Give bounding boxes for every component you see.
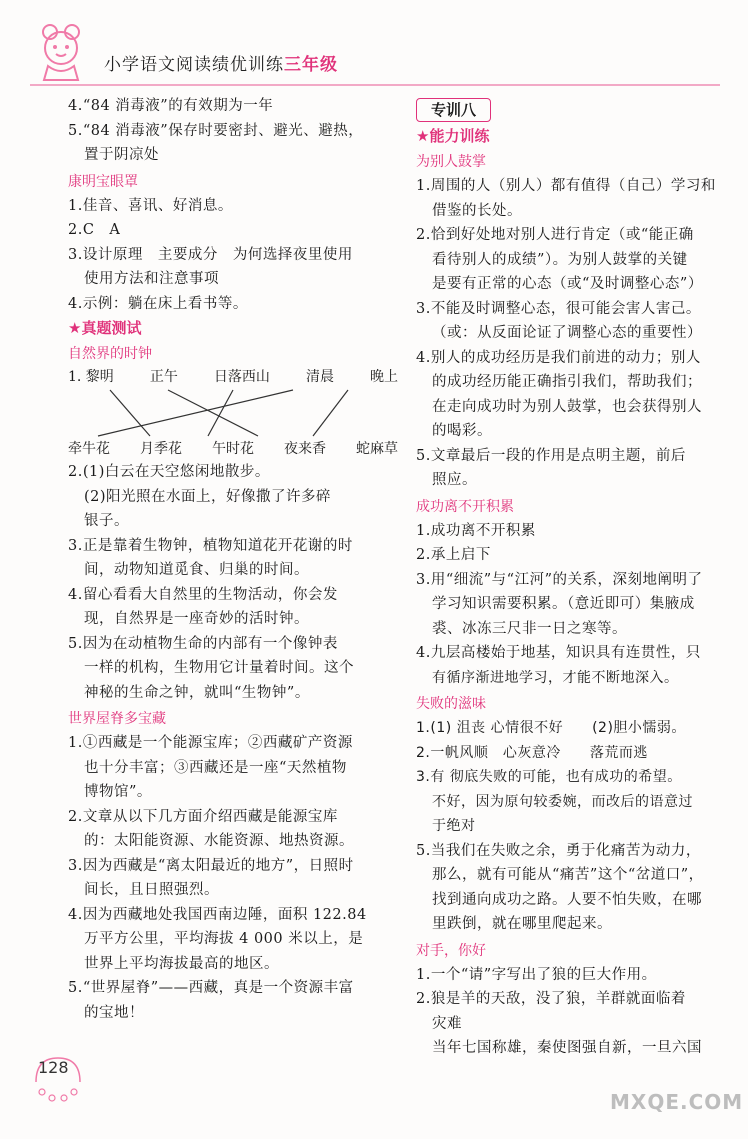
answer-line: 4.留心看看大自然里的生物活动，你会发 (68, 586, 338, 603)
match-item: 夜来香 (284, 441, 326, 457)
right-column (416, 94, 730, 1061)
answer-line: 一样的机构，生物用它计量着时间。这个 (84, 660, 354, 676)
section-title-hello-rival: 对手，你好 (416, 942, 486, 959)
section-title-real-test: ★真题测试 (68, 319, 142, 337)
grade-label: 三年级 (284, 55, 338, 75)
answer-line: 现，自然界是一座奇妙的活时钟。 (84, 611, 309, 627)
answer-line: 1.一个“请”字写出了狼的巨大作用。 (416, 966, 657, 983)
answer-line: 在走向成功时为别人鼓掌，也会获得别人 (432, 398, 702, 415)
answer-line: 3.用“细流”与“江河”的关系，深刻地阐明了 (416, 571, 703, 588)
answer-line: 2.承上启下 (416, 547, 491, 563)
matching-lines (68, 388, 368, 438)
match-item: 1. 黎明 (68, 369, 114, 385)
answer-line: 世界上平均海拔最高的地区。 (84, 955, 279, 972)
answer-line: 1.佳音、喜讯、好消息。 (68, 197, 233, 214)
answer-line: 3.因为西藏是“离太阳最近的地方”，日照时 (68, 857, 354, 874)
section-title-nature-clock: 自然界的时钟 (68, 346, 152, 362)
match-item: 牵牛花 (68, 441, 110, 457)
page-number: 128 (38, 1058, 69, 1077)
answer-line: 的成功经历能正确指引我们，帮助我们； (432, 374, 702, 390)
cartoon-girl-logo (30, 22, 92, 82)
section-title-eye-mask: 康明宝眼罩 (68, 173, 138, 190)
answer-line: 1.①西藏是一个能源宝库；②西藏矿产资源 (68, 735, 353, 751)
match-item: 月季花 (140, 441, 182, 457)
answer-line: 当年七国称雄，秦使图强自新，一旦六国 (432, 1040, 702, 1056)
answer-line: 4.示例：躺在床上看书等。 (68, 295, 248, 312)
answer-line: 找到通向成功之路。人要不怕失败，在哪 (432, 891, 702, 908)
answer-line: 4.九层高楼始于地基，知识具有连贯性，只 (416, 645, 701, 661)
left-column (68, 94, 398, 1025)
answer-line: 不好，因为原句较委婉，而改后的语意过 (432, 793, 693, 810)
answer-line: 灾难 (432, 1015, 462, 1032)
match-item: 日落西山 (213, 369, 270, 385)
answer-line: 1.(1) 沮丧 心情很不好 (2)胆小懦弱。 (416, 720, 686, 736)
answer-line: (2)阳光照在水面上，好像撒了许多碎 (84, 488, 332, 505)
answer-line: 博物馆”。 (84, 784, 152, 800)
section-title-ability-training: ★能力训练 (416, 127, 490, 145)
answer-line: 万平方公里，平均海拔 4 000 米以上，是 (84, 931, 364, 947)
answer-line: 2.狼是羊的天敌，没了狼，羊群就面临着 (416, 991, 686, 1007)
answer-line: 5.当我们在失败之余，勇于化痛苦为动力， (416, 842, 701, 859)
answer-line: 间长，且日照强烈。 (84, 882, 219, 898)
answer-line: 借鉴的长处。 (432, 202, 522, 219)
answer-line: 那么，就有可能从“痛苦”这个“岔道口”， (432, 867, 704, 883)
match-item: 午时花 (212, 441, 254, 457)
section-title-taste-of-failure: 失败的滋味 (416, 696, 486, 712)
answer-line: 5.“世界屋脊”——西藏，真是一个资源丰富 (68, 980, 354, 996)
match-item: 晚上 (370, 369, 398, 385)
matching-bottom-row (68, 438, 398, 460)
answer-line: 1.成功离不开积累 (416, 522, 536, 539)
answer-line: 2.(1)白云在天空悠闲地散步。 (68, 464, 270, 480)
answer-line: 间，动物知道觅食、归巢的时间。 (84, 562, 309, 578)
answer-line: 银子。 (84, 513, 129, 529)
page-number-badge (28, 1052, 88, 1112)
page-header (0, 0, 748, 92)
answer-line: 1.周围的人（别人）都有值得（自己）学习和 (416, 178, 716, 194)
answer-line: 于绝对 (432, 818, 476, 834)
answer-line: 裘、冰冻三尺非一日之寒等。 (432, 620, 627, 637)
answer-line: 5.因为在动植物生命的内部有一个像钟表 (68, 635, 338, 652)
answer-line: 3.不能及时调整心态，很可能会害人害己。 (416, 300, 701, 317)
answer-line: 的喝彩。 (432, 423, 492, 439)
unit-label: 专训八 (416, 98, 491, 122)
answer-line: 4.“84 消毒液”的有效期为一年 (68, 98, 274, 114)
answer-line: 也十分丰富；③西藏还是一座“天然植物 (84, 759, 347, 776)
answer-line: 神秘的生命之钟，就叫“生物钟”。 (84, 684, 310, 701)
section-title-accumulation: 成功离不开积累 (416, 498, 514, 515)
match-item: 清晨 (305, 369, 334, 385)
section-title-tibet: 世界屋脊多宝藏 (68, 711, 166, 727)
matching-top-row (68, 366, 398, 388)
answer-line: 3.正是靠着生物钟，植物知道花开花谢的时 (68, 537, 353, 554)
answer-line: 看待别人的成绩”）。为别人鼓掌的关键 (432, 251, 688, 268)
answer-line: 3.设计原理 主要成分 为何选择夜里使用 (68, 246, 353, 263)
answer-line: 3.有 彻底失败的可能，也有成功的希望。 (416, 769, 682, 785)
series-title: 小学语文阅读绩优训练 (104, 55, 284, 75)
answer-line: 4.因为西藏地处我国西南边陲，面积 122.84 (68, 906, 367, 923)
match-item: 蛇麻草 (356, 441, 398, 457)
answer-line: 是要有正常的心态（或“及时调整心态”） (432, 276, 703, 292)
answer-line: 照应。 (432, 472, 477, 488)
section-title-applaud-others: 为别人鼓掌 (416, 154, 486, 170)
answer-line: 5.文章最后一段的作用是点明主题，前后 (416, 447, 686, 464)
answer-line: 5.“84 消毒液”保存时要密封、避光、避热， (68, 122, 364, 139)
answer-line: 4.别人的成功经历是我们前进的动力；别人 (416, 349, 701, 366)
answer-line: 2.恰到好处地对别人进行肯定（或“能正确 (416, 227, 694, 243)
answer-line: 2.文章从以下几方面介绍西藏是能源宝库 (68, 808, 338, 825)
answer-line: 2.一帆风顺 心灰意冷 落荒而逃 (416, 744, 648, 761)
answer-line: （或：从反面论证了调整心态的重要性） (432, 325, 702, 341)
answer-line: 使用方法和注意事项 (84, 271, 219, 287)
answer-line: 的宝地！ (84, 1004, 144, 1021)
header-divider (30, 84, 720, 86)
book-title (104, 50, 338, 75)
answer-line: 学习知识需要积累。（意近即可）集腋成 (432, 596, 695, 612)
answer-line: 里跌倒，就在哪里爬起来。 (432, 916, 612, 932)
answer-line: 的：太阳能资源、水能资源、地热资源。 (84, 833, 354, 849)
answer-line: 2.C A (68, 222, 121, 238)
match-item: 正午 (149, 369, 178, 385)
answer-line: 置于阴凉处 (84, 147, 159, 163)
site-watermark: MXQE.COM (610, 1090, 744, 1114)
answer-line: 有循序渐进地学习，才能不断地深入。 (432, 669, 679, 686)
